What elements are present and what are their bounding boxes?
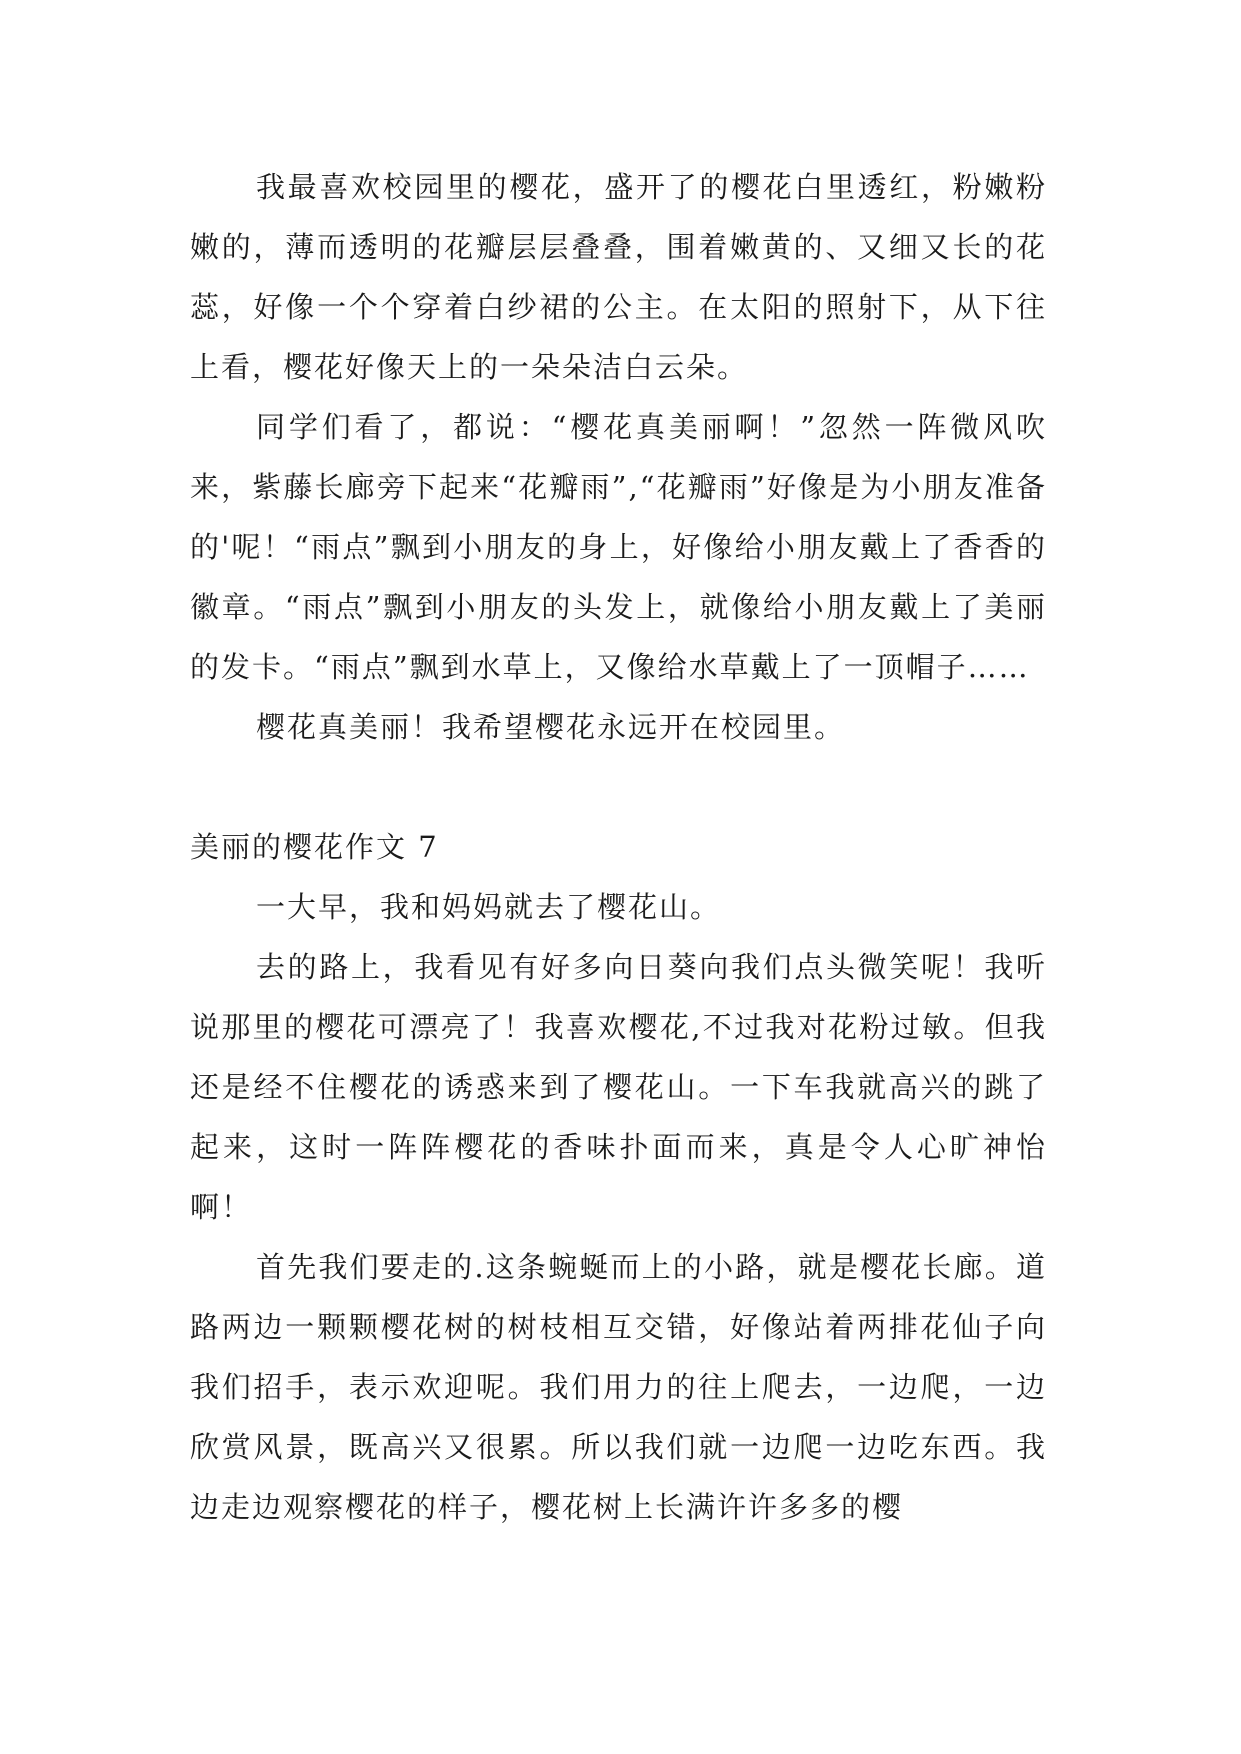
paragraph: 我最喜欢校园里的樱花，盛开了的樱花白里透红，粉嫩粉嫩的，薄而透明的花瓣层层叠叠，围着嫩黄的、又细又长的花蕊，好像一个个穿着白纱裙的公主。在太阳的照射下，从下往上看，樱花好像天上的一朵朵洁白云朵。	[190, 170, 1047, 384]
paragraph: 一大早，我和妈妈就去了樱花山。	[256, 890, 722, 924]
paragraph: 同学们看了，都说：“樱花真美丽啊！”忽然一阵微风吹来，紫藤长廊旁下起来“花瓣雨”,“花瓣雨”好像是为小朋友准备的'呢！“雨点”飘到小朋友的身上，好像给小朋友戴上了香香的徽章。“雨点”飘到小朋友的头发上，就像给小朋友戴上了美丽的发卡。“雨点”飘到水草上，又像给水草戴上了一顶帽子……	[190, 410, 1047, 684]
section-spacer	[190, 757, 1047, 817]
paragraph: 首先我们要走的.这条蜿蜒而上的小路，就是樱花长廊。道路两边一颗颗樱花树的树枝相互交错，好像站着两排花仙子向我们招手，表示欢迎呢。我们用力的往上爬去，一边爬，一边欣赏风景，既高兴又很累。所以我们就一边爬一边吃东西。我边走边观察樱花的样子，樱花树上长满许许多多的樱	[190, 1250, 1047, 1524]
paragraph: 樱花真美丽！我希望樱花永远开在校园里。	[256, 710, 846, 744]
paragraph: 去的路上，我看见有好多向日葵向我们点头微笑呢！我听说那里的樱花可漂亮了！我喜欢樱花,不过我对花粉过敏。但我还是经不住樱花的诱惑来到了樱花山。一下车我就高兴的跳了起来，这时一阵阵樱花的香味扑面而来，真是令人心旷神怡啊！	[190, 950, 1047, 1224]
document-body	[190, 157, 1047, 1537]
section-title: 美丽的樱花作文 7	[190, 830, 439, 864]
